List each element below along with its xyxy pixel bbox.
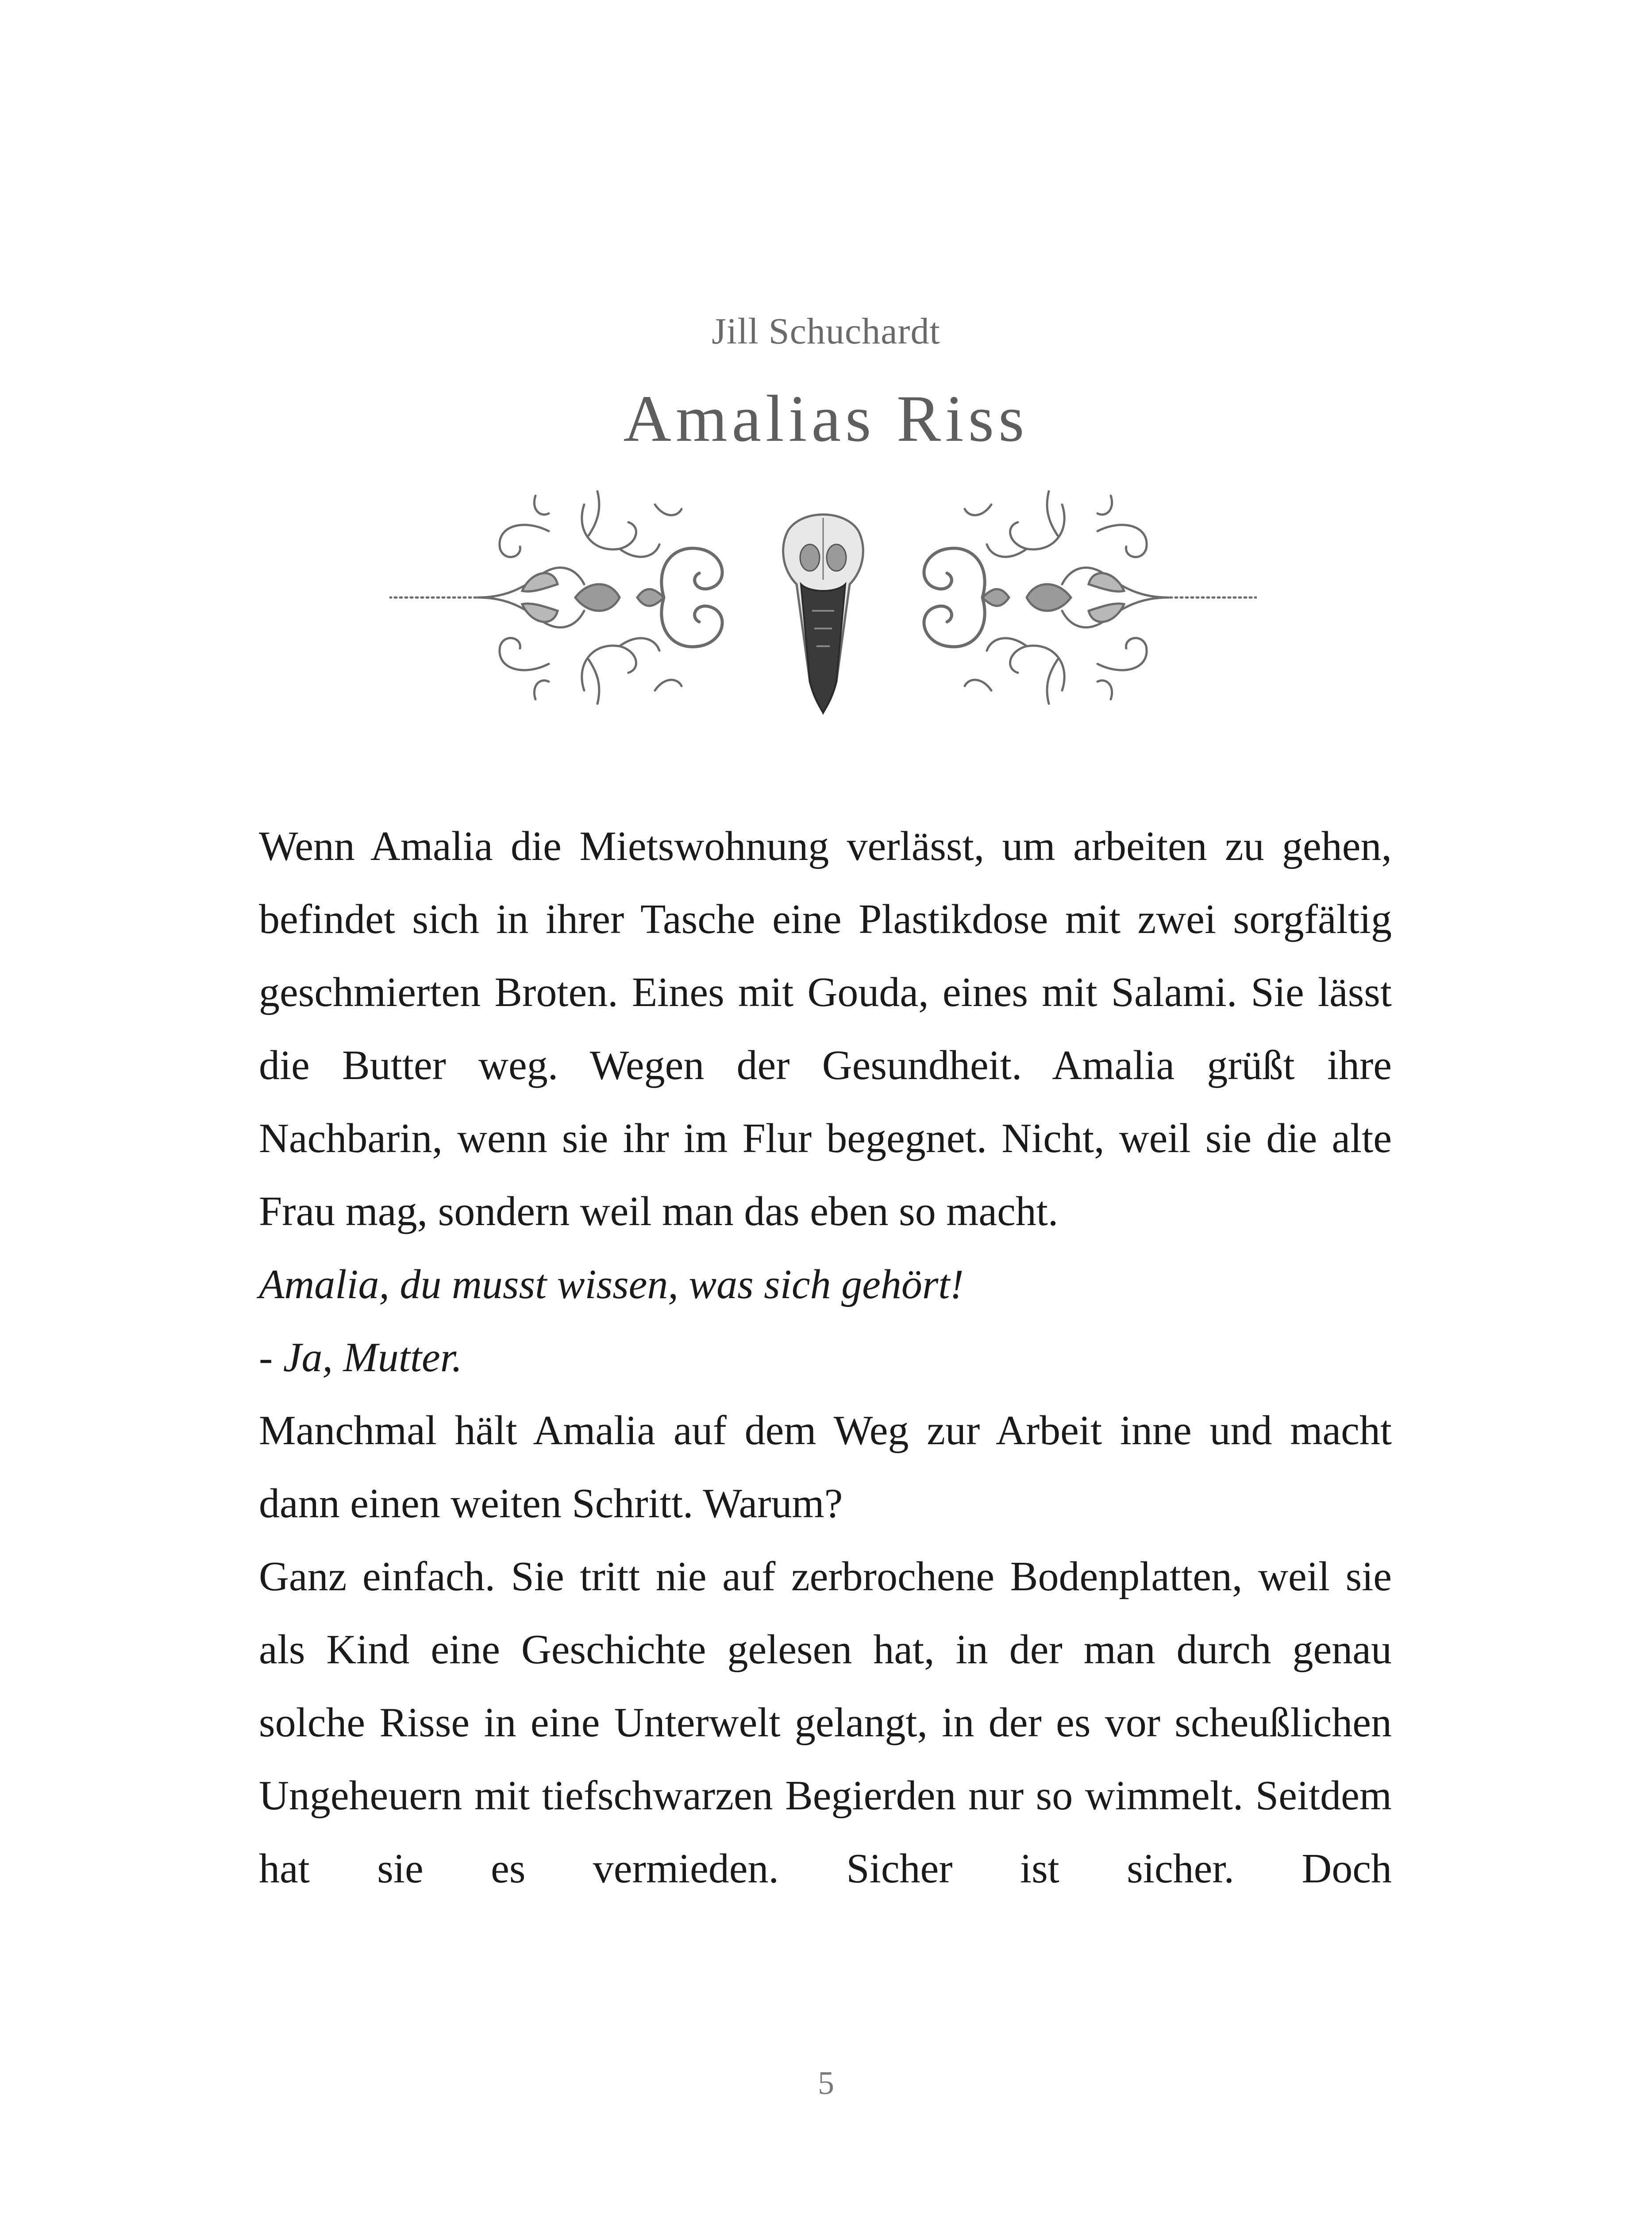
paragraph-1: Wenn Amalia die Mietswohnung verlässt, um arbeiten zu gehen, befindet sich in ihrer Tasche eine Plastikdose mit zwei sorgfältig geschmierten Broten. Eines mit Gouda, eines mit Salami. Sie lässt die Butter weg. Wegen der Gesundheit. Amalia grüßt ihre Nachbarin, wenn sie ihr im Flur begegnet. Nicht, weil sie die alte Frau mag, sondern weil man das eben so macht. [259,823,1392,1234]
paragraph-mother-quote: Amalia, du musst wissen, was sich gehört! [259,1261,964,1307]
story-text [259,810,1392,1905]
chapter-title: Amalias Riss [623,382,1029,455]
paragraph-3: Ganz einfach. Sie tritt nie auf zerbrochene Bodenplatten, weil sie als Kind eine Geschichte gelesen hat, in der man durch genau solche Risse in eine Unterwelt gelangt, in der es vor scheußlichen Ungeheuern mit tiefschwarzen Begierden nur so wimmelt. Seitdem hat sie es vermieden. Sicher ist sicher. Doch [259,1554,1392,1892]
skull-flourish-ornament-icon [389,478,1257,739]
author-name: Jill Schuchardt [712,311,940,352]
paragraph-reply: - Ja, Mutter. [259,1334,462,1380]
bird-skull-icon [783,515,863,713]
paragraph-2: Manchmal hält Amalia auf dem Weg zur Arbeit inne und macht dann einen weiten Schritt. Warum? [259,1407,1392,1527]
page-number: 5 [818,2065,834,2101]
